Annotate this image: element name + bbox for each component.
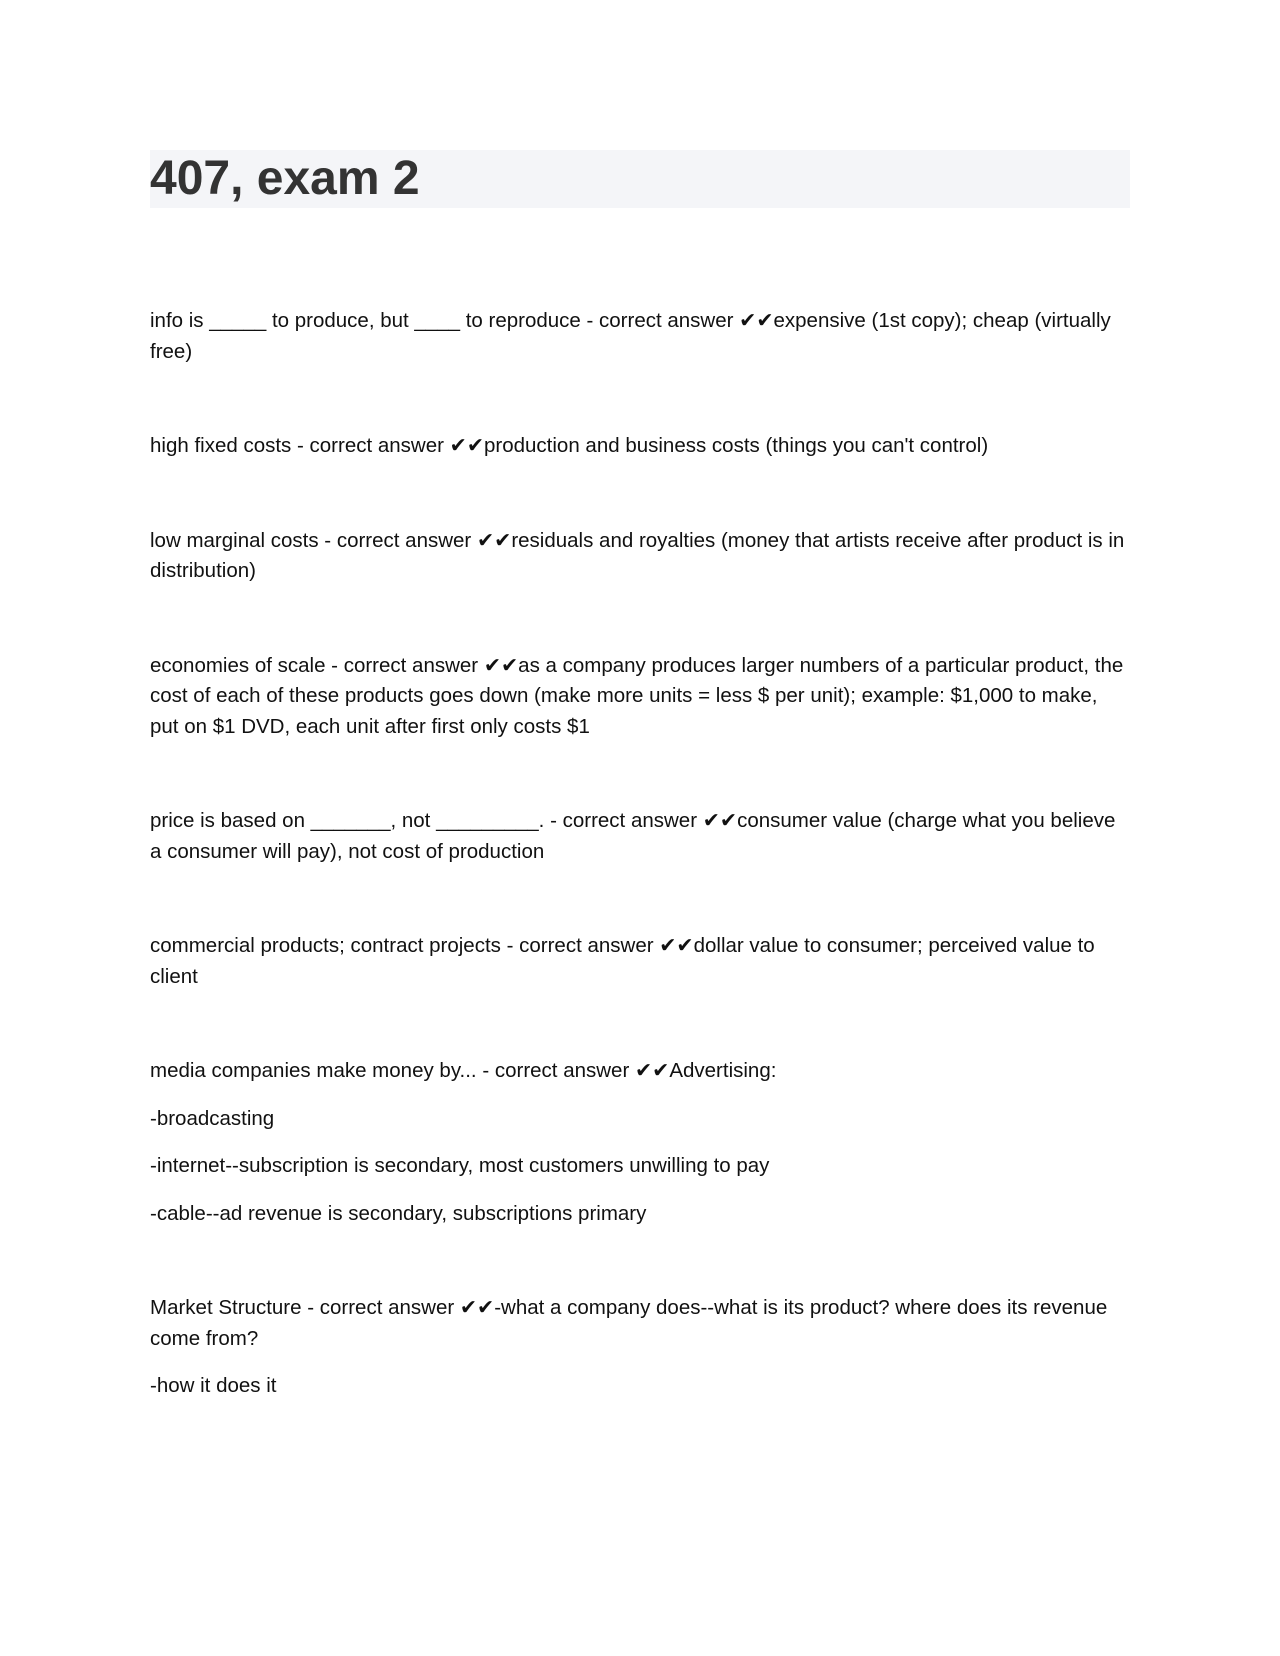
- qa-question-answer: media companies make money by... - correct answer ✔✔Advertising:: [150, 1059, 777, 1082]
- qa-question-answer: price is based on _______, not _________. - correct answer ✔✔consumer value (charge what you believe a consumer will pay), not cost of production: [150, 809, 1116, 863]
- qa-list: [150, 306, 1130, 1402]
- qa-entry: [150, 1293, 1130, 1402]
- qa-entry: [150, 431, 1130, 462]
- qa-entry: [150, 651, 1130, 743]
- qa-question-answer: Market Structure - correct answer ✔✔-what a company does--what is its product? where does its revenue come from?: [150, 1296, 1108, 1350]
- title-bar: [150, 150, 1130, 208]
- qa-question-answer: commercial products; contract projects - correct answer ✔✔dollar value to consumer; perceived value to client: [150, 934, 1095, 988]
- qa-entry: [150, 806, 1130, 867]
- document-title: 407, exam 2: [150, 152, 420, 205]
- qa-question-answer: low marginal costs - correct answer ✔✔residuals and royalties (money that artists receive after product is in distribution): [150, 528, 1125, 582]
- qa-answer-line: -cable--ad revenue is secondary, subscriptions primary: [150, 1201, 647, 1225]
- qa-question-answer: high fixed costs - correct answer ✔✔production and business costs (things you can't control): [150, 434, 989, 457]
- qa-answer-line: -internet--subscription is secondary, most customers unwilling to pay: [150, 1154, 770, 1177]
- qa-entry: [150, 1056, 1130, 1229]
- qa-question-answer: info is _____ to produce, but ____ to reproduce - correct answer ✔✔expensive (1st copy); cheap (virtually free): [150, 309, 1111, 363]
- qa-answer-line: -how it does it: [150, 1374, 277, 1397]
- qa-entry: [150, 931, 1130, 992]
- document-page: [150, 150, 1130, 1466]
- qa-question-answer: economies of scale - correct answer ✔✔as a company produces larger numbers of a particular product, the cost of each of these products goes down (make more units = less $ per unit); example: $1,000 to make, put on $1 DVD, each unit after first only costs $1: [150, 653, 1124, 738]
- qa-entry: [150, 306, 1130, 367]
- qa-answer-line: -broadcasting: [150, 1106, 275, 1130]
- qa-entry: [150, 526, 1130, 587]
